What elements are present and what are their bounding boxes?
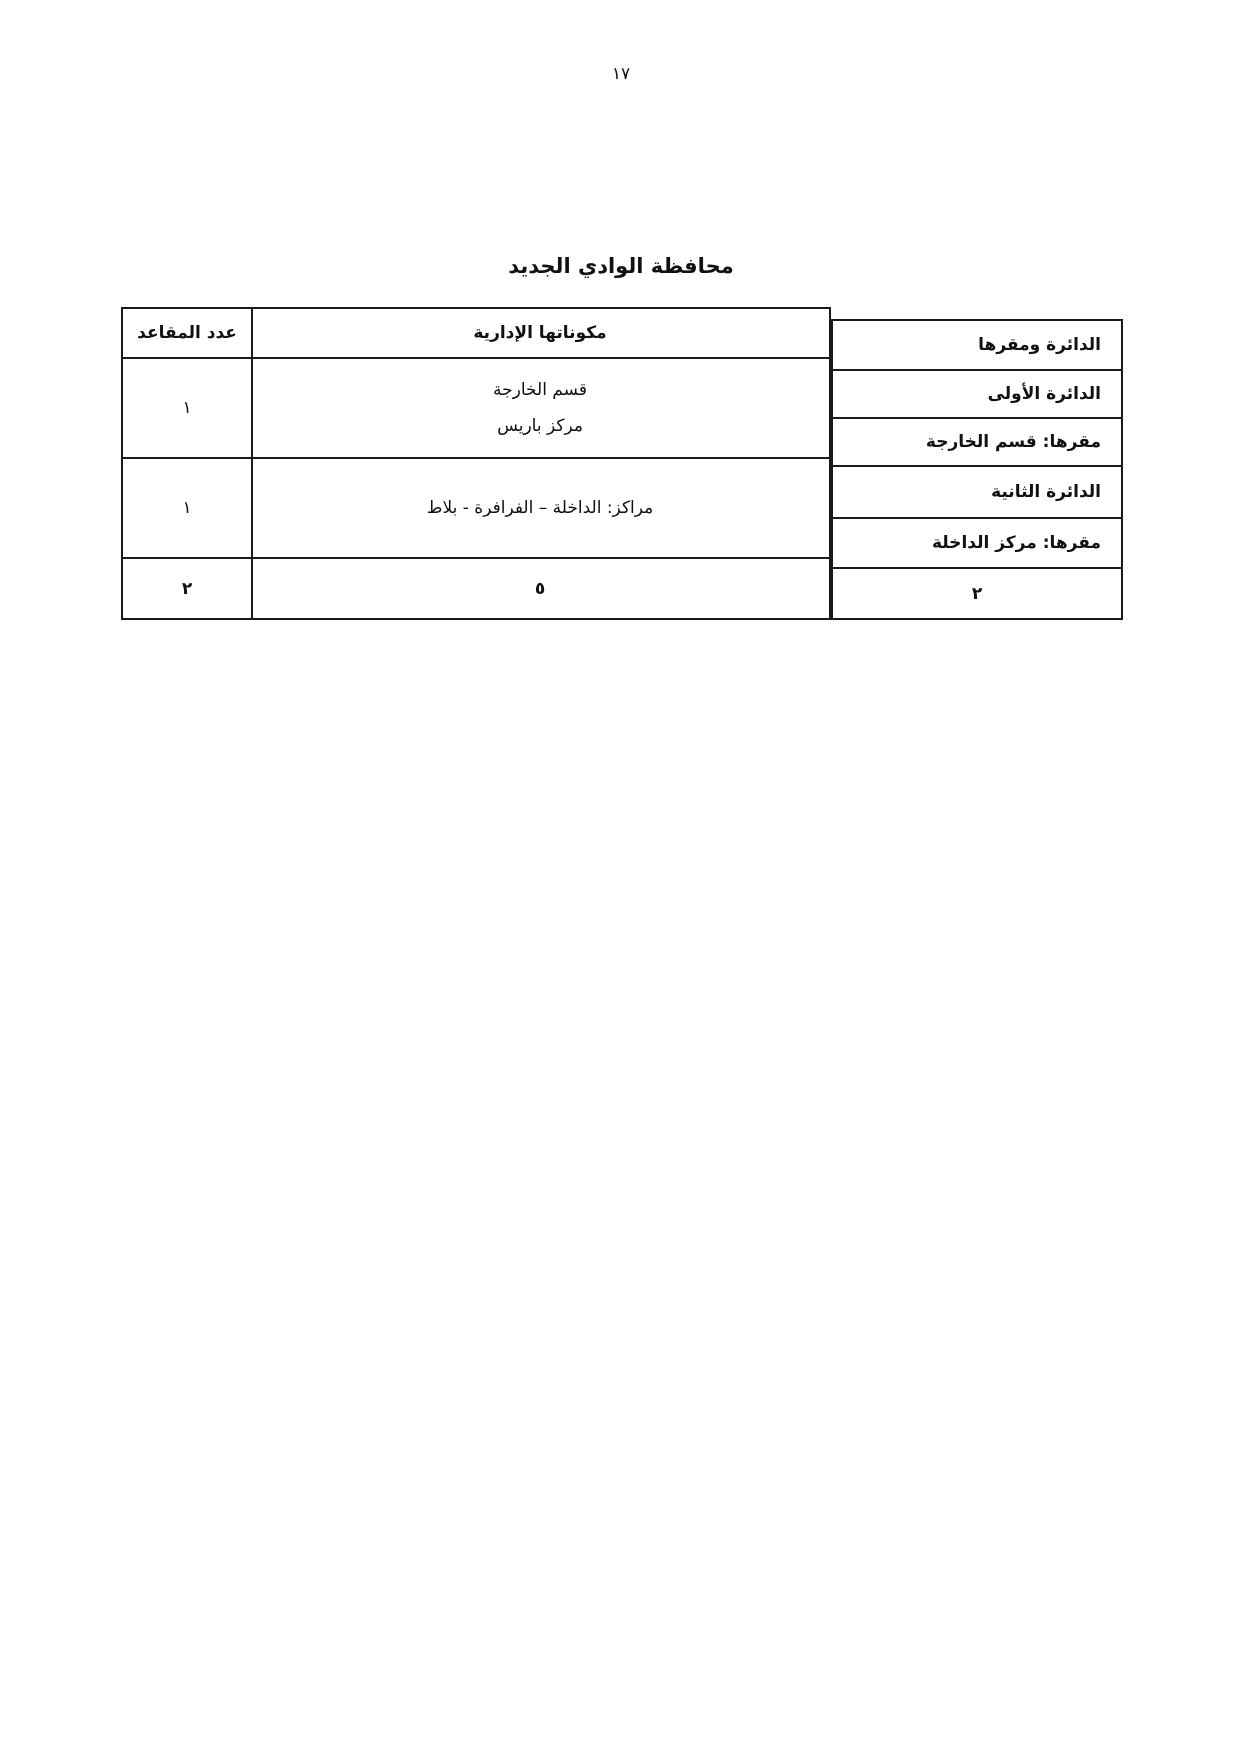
header-components: مكوناتها الإدارية (473, 323, 607, 343)
row-1-component-2: مركز باريس (497, 416, 583, 436)
row-2-district: الدائرة الثانية (833, 465, 1121, 517)
row-1-components (251, 357, 829, 457)
row-1-district: الدائرة الأولى (833, 369, 1121, 417)
row-2-seat-location: مقرها: مركز الداخلة (833, 517, 1121, 567)
district-column (831, 319, 1123, 620)
seats-column (121, 307, 253, 620)
row-2-seats: ١ (123, 457, 251, 557)
header-seats: عدد المقاعد (137, 323, 237, 343)
page-number: ١٧ (611, 64, 631, 84)
districts-table (121, 307, 1123, 620)
total-seats: ٢ (123, 557, 251, 618)
total-districts: ٢ (833, 567, 1121, 618)
row-2-component-1: مراكز: الداخلة – الفرافرة - بلاط (426, 498, 654, 518)
row-1-seat-location: مقرها: قسم الخارجة (833, 417, 1121, 465)
total-components: ٥ (251, 557, 829, 618)
page-title: محافظة الوادي الجديد (508, 254, 734, 278)
components-column (251, 307, 831, 620)
header-district: الدائرة ومقرها (978, 335, 1101, 355)
row-1-component-1: قسم الخارجة (493, 380, 587, 400)
row-2-components (251, 457, 829, 557)
row-1-seats: ١ (123, 357, 251, 457)
